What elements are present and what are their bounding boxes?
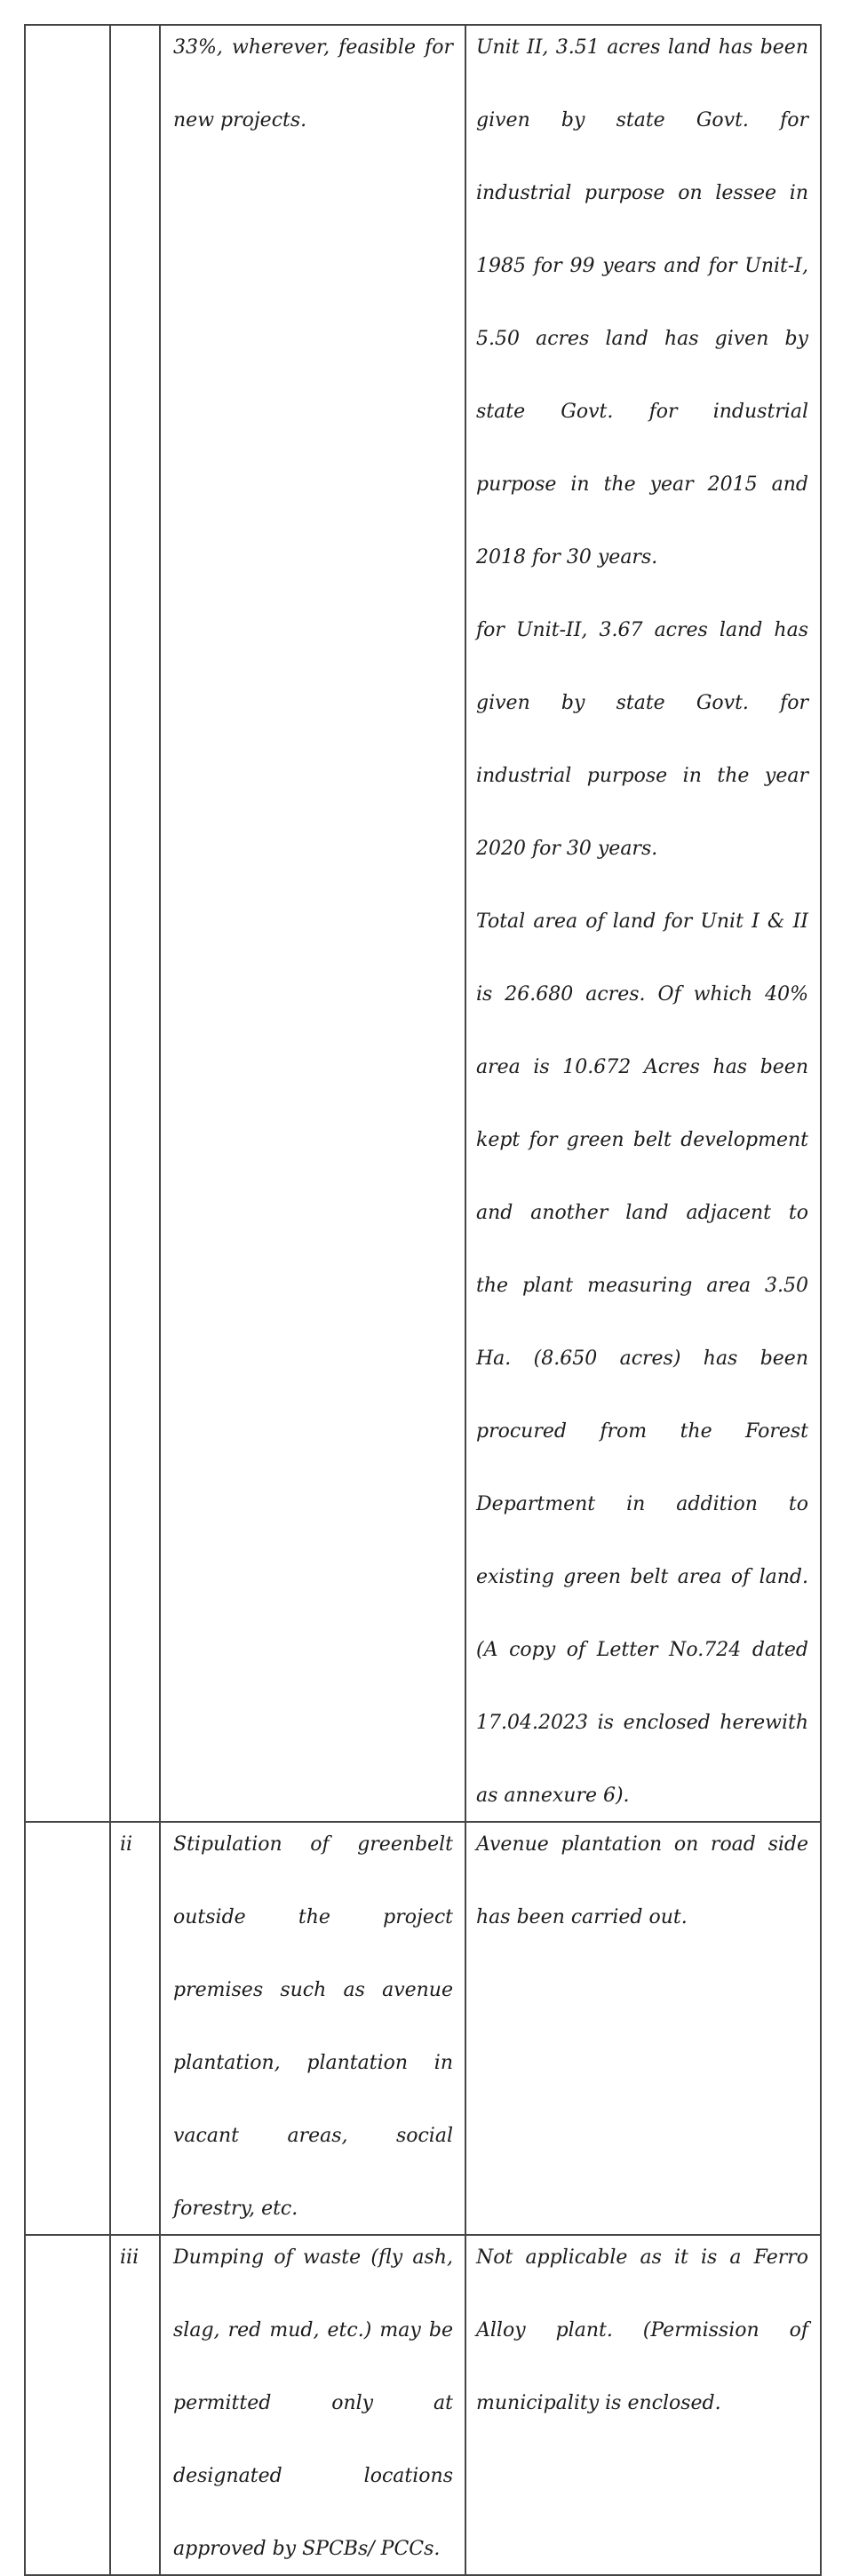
- text-line: Total area of land for Unit I & II: [476, 910, 808, 933]
- text-line: given by state Govt. for: [476, 692, 808, 714]
- text-line: and another land adjacent to: [476, 1202, 808, 1224]
- paragraph: [173, 29, 453, 139]
- text-line: industrial purpose on lessee in: [476, 182, 808, 204]
- table-row-iii: [25, 2235, 821, 2575]
- text-line: outside the project: [173, 1906, 453, 1928]
- paragraph: [476, 903, 808, 1814]
- table-row-ii: [25, 1822, 821, 2235]
- serial-cell: [25, 25, 110, 1822]
- text-line: premises such as avenue: [173, 1979, 453, 2001]
- text-line: industrial purpose in the year: [476, 765, 808, 787]
- compliance-cell: [465, 1822, 821, 2235]
- text-line: Not applicable as it is a Ferro: [476, 2246, 808, 2269]
- text-line: given by state Govt. for: [476, 109, 808, 131]
- paragraph: [476, 29, 808, 576]
- paragraph: [173, 1826, 453, 2227]
- text-line: procured from the Forest: [476, 1420, 808, 1443]
- text-line: has been carried out.: [476, 1906, 688, 1928]
- text-line: for Unit-II, 3.67 acres land has: [476, 619, 808, 641]
- serial-cell: [25, 1822, 110, 2235]
- text-line: 17.04.2023 is enclosed herewith: [476, 1712, 808, 1734]
- compliance-cell: [465, 2235, 821, 2575]
- text-line: Alloy plant. (Permission of: [476, 2319, 808, 2341]
- paragraph: [476, 1826, 808, 1936]
- text-line: purpose in the year 2015 and: [476, 473, 808, 496]
- item-number-cell: iii: [110, 2235, 160, 2575]
- text-line: Dumping of waste (fly ash,: [173, 2246, 453, 2269]
- paragraph: [476, 612, 808, 867]
- text-line: existing green belt area of land.: [476, 1566, 808, 1588]
- text-line: Avenue plantation on road side: [476, 1833, 808, 1856]
- text-line: 5.50 acres land has given by: [476, 328, 808, 350]
- text-line: (A copy of Letter No.724 dated: [476, 1639, 808, 1661]
- compliance-cell: [465, 25, 821, 1822]
- text-line: 2018 for 30 years.: [476, 546, 658, 568]
- text-line: as annexure 6).: [476, 1785, 630, 1807]
- text-line: municipality is enclosed.: [476, 2392, 721, 2414]
- text-line: new projects.: [173, 109, 307, 131]
- text-line: 1985 for 99 years and for Unit-I,: [476, 255, 808, 277]
- compliance-table-body: [25, 25, 821, 2575]
- text-line: permitted only at: [173, 2392, 453, 2414]
- text-line: area is 10.672 Acres has been: [476, 1056, 808, 1078]
- text-line: Department in addition to: [476, 1493, 808, 1515]
- serial-cell: [25, 2235, 110, 2575]
- text-line: forestry, etc.: [173, 2198, 298, 2220]
- table-row-continuation: [25, 25, 821, 1822]
- condition-cell: [160, 25, 465, 1822]
- text-line: the plant measuring area 3.50: [476, 1275, 808, 1297]
- text-line: 33%, wherever, feasible for: [173, 36, 453, 59]
- paragraph: [173, 2239, 453, 2567]
- text-line: vacant areas, social: [173, 2125, 453, 2147]
- item-number-cell: ii: [110, 1822, 160, 2235]
- text-line: is 26.680 acres. Of which 40%: [476, 983, 808, 1006]
- text-line: 2020 for 30 years.: [476, 838, 658, 860]
- text-line: approved by SPCBs/ PCCs.: [173, 2538, 441, 2560]
- compliance-table: [24, 24, 822, 2576]
- text-line: Unit II, 3.51 acres land has been: [476, 36, 808, 59]
- condition-cell: [160, 1822, 465, 2235]
- text-line: Ha. (8.650 acres) has been: [476, 1348, 808, 1370]
- text-line: Stipulation of greenbelt: [173, 1833, 453, 1856]
- text-line: designated locations: [173, 2465, 453, 2487]
- text-line: slag, red mud, etc.) may be: [173, 2319, 453, 2341]
- condition-cell: [160, 2235, 465, 2575]
- paragraph: [476, 2239, 808, 2421]
- text-line: state Govt. for industrial: [476, 401, 808, 423]
- text-line: kept for green belt development: [476, 1129, 808, 1151]
- item-number-cell: [110, 25, 160, 1822]
- text-line: plantation, plantation in: [173, 2052, 453, 2074]
